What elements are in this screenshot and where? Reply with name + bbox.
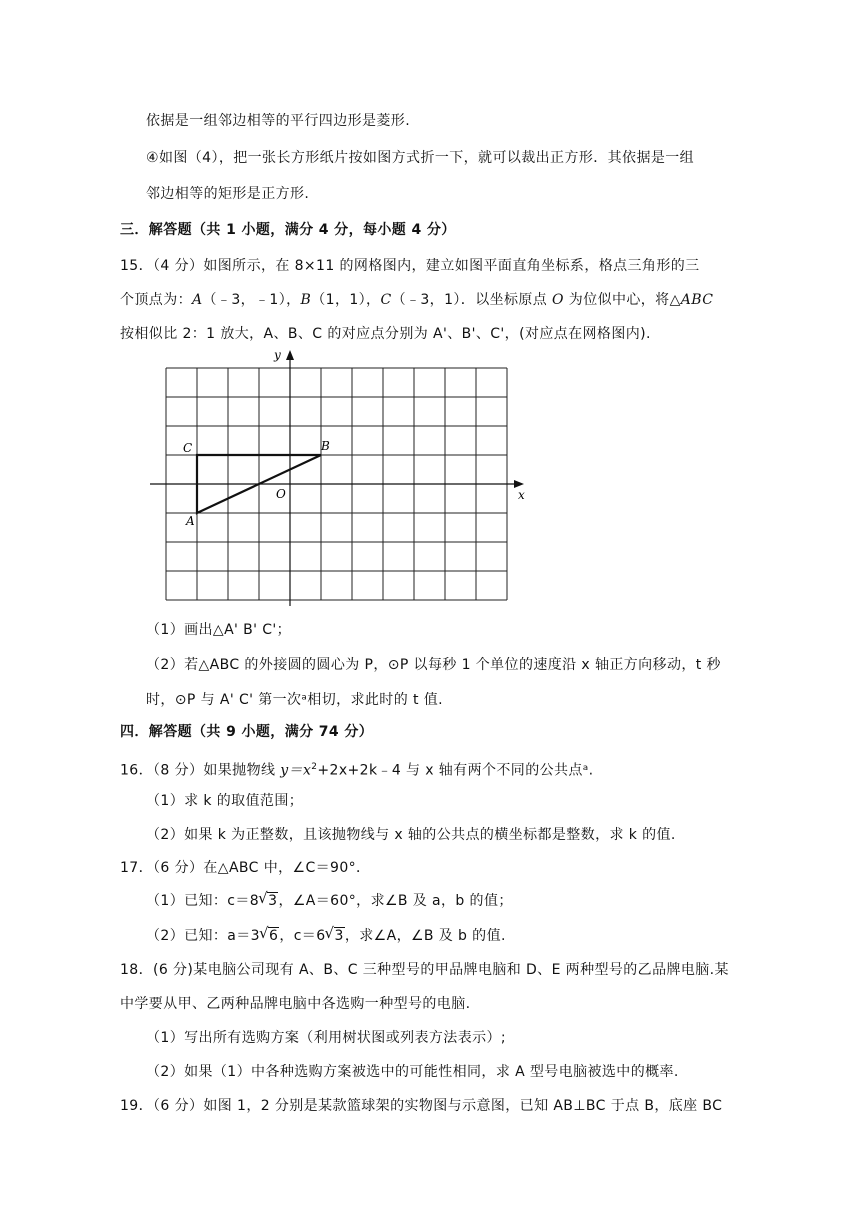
- coordinate-grid-figure: [150, 348, 540, 610]
- text-line: ④如图（4），把一张长方形纸片按如图方式折一下，就可以裁出正方形．其依据是一组: [146, 150, 695, 166]
- question-15-line: 个顶点为：A（﹣3，﹣1），B（1，1），C（﹣3，1）．以坐标原点 O 为位似中心，将△ABC: [120, 292, 714, 308]
- point-a-label: A: [186, 514, 195, 528]
- question-16-line: 16．（8 分）如果抛物线 $y=x^2+2x+2k﹣4$ 与 x 轴有两个不同的公共点ᵃ.: [120, 762, 594, 779]
- section-heading: 四．解答题（共 9 小题，满分 74 分）: [120, 724, 374, 740]
- question-15-line: 按相似比 2：1 放大，A、B、C 的对应点分别为 A'、B'、C'，(对应点在网格图内).: [120, 326, 651, 342]
- question-18-sub-2: （2）如果（1）中各种选购方案被选中的可能性相同，求 A 型号电脑被选中的概率.: [146, 1064, 679, 1080]
- section-heading: 三．解答题（共 1 小题，满分 4 分，每小题 4 分）: [120, 222, 456, 238]
- question-15-sub-2: 时，⊙P 与 A' C' 第一次ᵃ相切，求此时的 t 值.: [146, 692, 443, 708]
- question-19-line: 19．（6 分）如图 1，2 分别是某款篮球架的实物图与示意图，已知 AB⊥BC 于点 B，底座 BC: [120, 1098, 723, 1114]
- question-15-sub-1: （1）画出△A' B' C'；: [146, 622, 292, 638]
- text-line: 邻边相等的矩形是正方形.: [146, 186, 310, 202]
- question-18-line: 中学要从甲、乙两种品牌电脑中各选购一种型号的电脑.: [120, 996, 471, 1012]
- question-18-sub-1: （1）写出所有选购方案（利用树状图或列表方法表示）;: [146, 1030, 507, 1046]
- question-17-sub-2: （2）已知：a＝3√ 6，c＝6√ 3，求∠A，∠B 及 b 的值.: [146, 926, 506, 946]
- origin-label: O: [276, 487, 286, 501]
- question-16-sub-2: （2）如果 k 为正整数，且该抛物线与 x 轴的公共点的横坐标都是整数，求 k 的值.: [146, 827, 676, 843]
- text-line: 依据是一组邻边相等的平行四边形是菱形.: [146, 113, 411, 129]
- question-17-line: 17．（6 分）在△ABC 中，∠C＝90°．: [120, 860, 371, 876]
- question-15-line: 15．（4 分）如图所示，在 8×11 的网格图内，建立如图平面直角坐标系，格点三角形的三: [120, 258, 700, 274]
- question-17-sub-1: （1）已知：c＝8√ 3，∠A＝60°，求∠B 及 a，b 的值；: [146, 891, 513, 911]
- point-b-label: B: [321, 439, 330, 453]
- y-axis-arrow-icon: [286, 350, 294, 360]
- question-18-line: 18．(6 分)某电脑公司现有 A、B、C 三种型号的甲品牌电脑和 D、E 两种型号的乙品牌电脑.某: [120, 962, 729, 978]
- x-axis-label: x: [518, 488, 525, 502]
- point-c-label: C: [183, 441, 193, 455]
- question-15-sub-2: （2）若△ABC 的外接圆的圆心为 P，⊙P 以每秒 1 个单位的速度沿 x 轴正方向移动，t 秒: [146, 657, 721, 673]
- question-16-sub-1: （1）求 k 的取值范围；: [146, 793, 304, 809]
- x-axis-arrow-icon: [514, 480, 524, 488]
- y-axis-label: y: [274, 348, 281, 362]
